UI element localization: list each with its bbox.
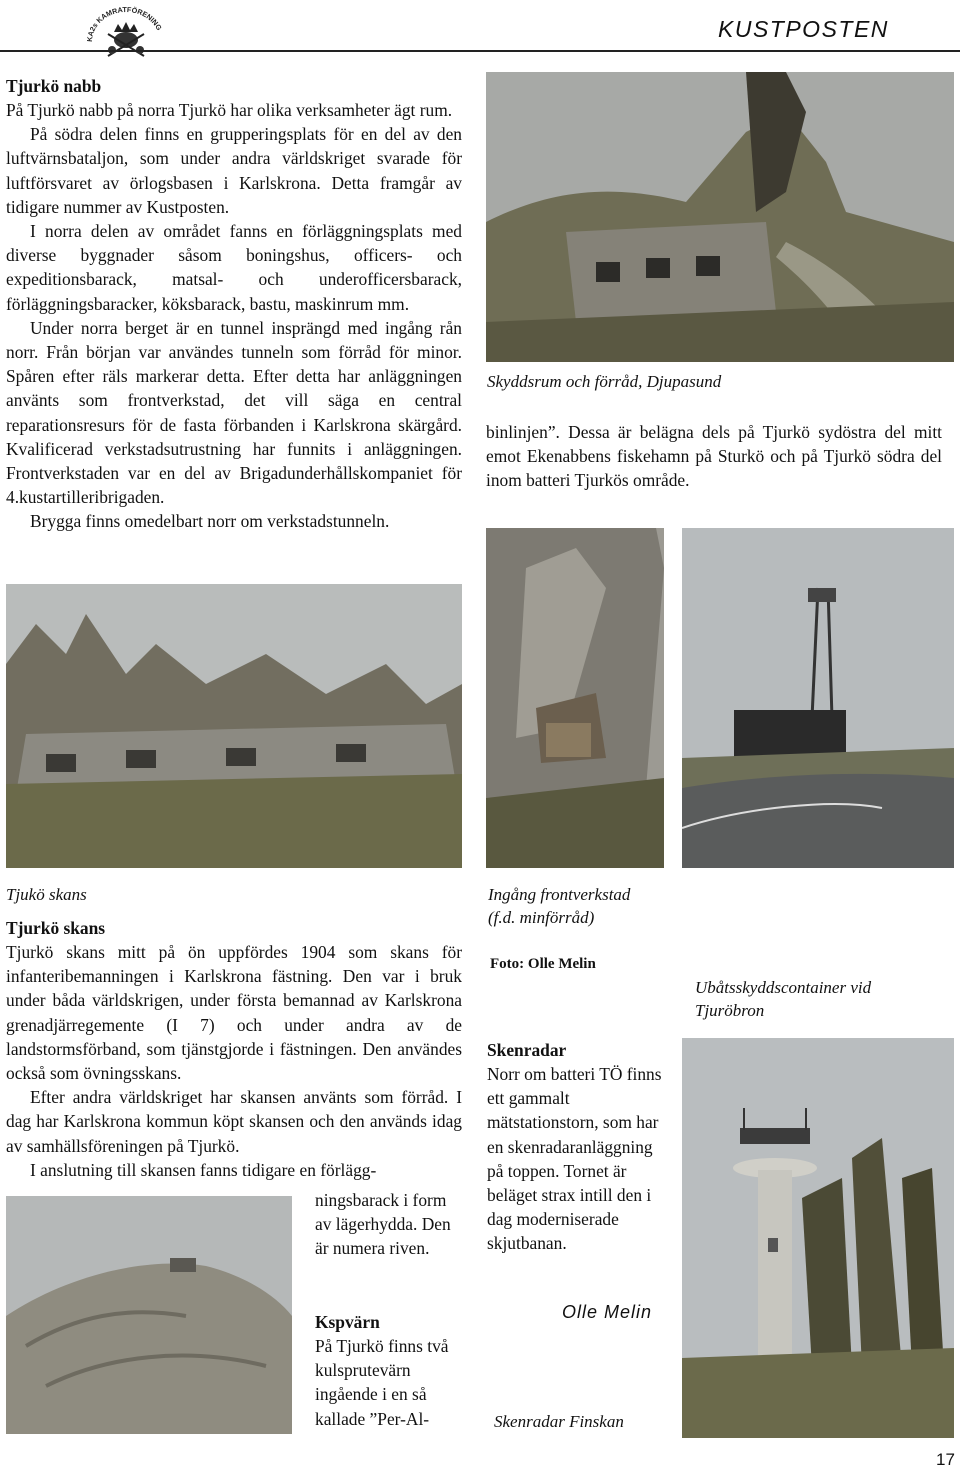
caption-ingang: [488, 883, 630, 929]
masthead-title: KUSTPOSTEN: [718, 16, 889, 42]
skans-paragraph-1: Tjurkö skans mitt på ön uppfördes 1904 som skans för infanteribemanningen i Karlskrona fästning. Den var i bruk under båda världskrigen, under första bemannad av Karlskrona grenadjärregemente (I 7) och under andra av de landstormsförband, som tjänstgjorde i fästningen. Den användes också som övningsskans.: [6, 942, 462, 1084]
logo-text: KA2s KAMRATFÖRENING: [84, 4, 164, 43]
skenradar-article: [487, 1038, 663, 1256]
photo-ingang-frontverkstad: [486, 528, 664, 868]
skans-paragraph-3-continued: ningsbarack i form av lägerhydda. Den är numera riven.: [315, 1190, 451, 1259]
caption-ubat-line-2: Tjuröbron: [695, 1001, 765, 1020]
nabb-paragraph-1: På södra delen finns en grupperingsplats för en del av den luftvärnsbataljon, som under andra världskriget svarade för luftförsvaret av örlogsbasen i Karlskrona. Detta framgår av tidigare nummer av Kustposten.: [6, 124, 462, 217]
skans-heading: Tjurkö skans: [6, 918, 106, 938]
skans-paragraph-2: Efter andra världskriget har skansen använts som förråd. I dag har Karlskrona kommun köpt skansen och den används idag av samhällsföreningen på Tjurkö.: [6, 1087, 462, 1156]
caption-ingang-line-2: (f.d. minförråd): [488, 908, 595, 927]
caption-ubat-line-1: Ubåtsskyddscontainer vid: [695, 978, 872, 997]
caption-skyddsrum: Skyddsrum och förråd, Djupasund: [487, 372, 722, 391]
nabb-paragraph-3: Under norra berget är en tunnel insprängd med ingång rån norr. Från början var användes tunneln som förråd för minor. Spåren efter räls markerar detta. Efter detta har anläggningen använts som frontverkstad, det vill säga en central reparationsresurs för de fasta förbanden i Karlskrona skärgård. Kvalificerad verkstadsutrustning har funnits i anläggningen. Frontverkstaden var en del av Brigadunderhållskompaniet för 4.kustartilleribrigaden.: [6, 317, 462, 508]
nabb-paragraph-4: Brygga finns omedelbart norr om verkstadstunneln.: [30, 511, 390, 532]
crown-emblem-icon: [82, 2, 170, 64]
photo-skyddsrum: [486, 72, 954, 362]
photo-skenradar-tower: [682, 1038, 954, 1438]
nabb-paragraph-2: I norra delen av området fanns en förläggningsplats med diverse byggnader såsom boningshus, officers- och expeditionsbarack, matsal- och underofficersbarack, förläggningsbaracker, köksbarack, bastu, maskinrum mm.: [6, 221, 462, 314]
masthead-rule: [0, 50, 960, 52]
caption-skenradar-finskan: Skenradar Finskan: [494, 1412, 624, 1431]
caption-ingang-line-1: Ingång frontverkstad: [488, 885, 631, 904]
page-number: 17: [936, 1450, 955, 1469]
caption-ubatsskyddscontainer: [695, 976, 871, 1022]
society-logo: [82, 2, 170, 64]
nabb-article: [6, 74, 462, 534]
photo-credit: Foto: Olle Melin: [490, 956, 596, 972]
caption-skans-photo: Tjukö skans: [6, 885, 87, 904]
binlinjen-text: binlinjen”. Dessa är belägna dels på Tjurkö sydöstra del mitt emot Ekenabbens fiskehamn på Sturkö och på Tjurkö södra del inom batteri Tjurkös område.: [486, 422, 942, 491]
kspvarn-heading: Kspvärn: [315, 1312, 380, 1332]
kspvarn-text: På Tjurkö finns två kulsprutevärn ingående i en så kallade ”Per-Al-: [315, 1336, 449, 1429]
nabb-intro: På Tjurkö nabb på norra Tjurkö har olika verksamheter ägt rum.: [6, 100, 453, 120]
skenradar-text: Norr om batteri TÖ finns ett gammalt mätstationstorn, som har en skenradaranläggning på toppen. Tornet är beläget strax intill den i dag moderniserade skjutbanan.: [487, 1064, 662, 1254]
skans-article: [6, 916, 462, 1182]
photo-ubatsskyddscontainer: [682, 528, 954, 868]
author-signature: Olle Melin: [562, 1302, 653, 1322]
nabb-heading: Tjurkö nabb: [6, 76, 102, 96]
skans-paragraph-3: I anslutning till skansen fanns tidigare en förlägg-: [30, 1159, 377, 1180]
photo-skans-dome: [6, 1196, 292, 1434]
photo-tjurko-skans: [6, 584, 462, 868]
kspvarn-article: [315, 1310, 462, 1431]
skenradar-heading: Skenradar: [487, 1040, 567, 1060]
